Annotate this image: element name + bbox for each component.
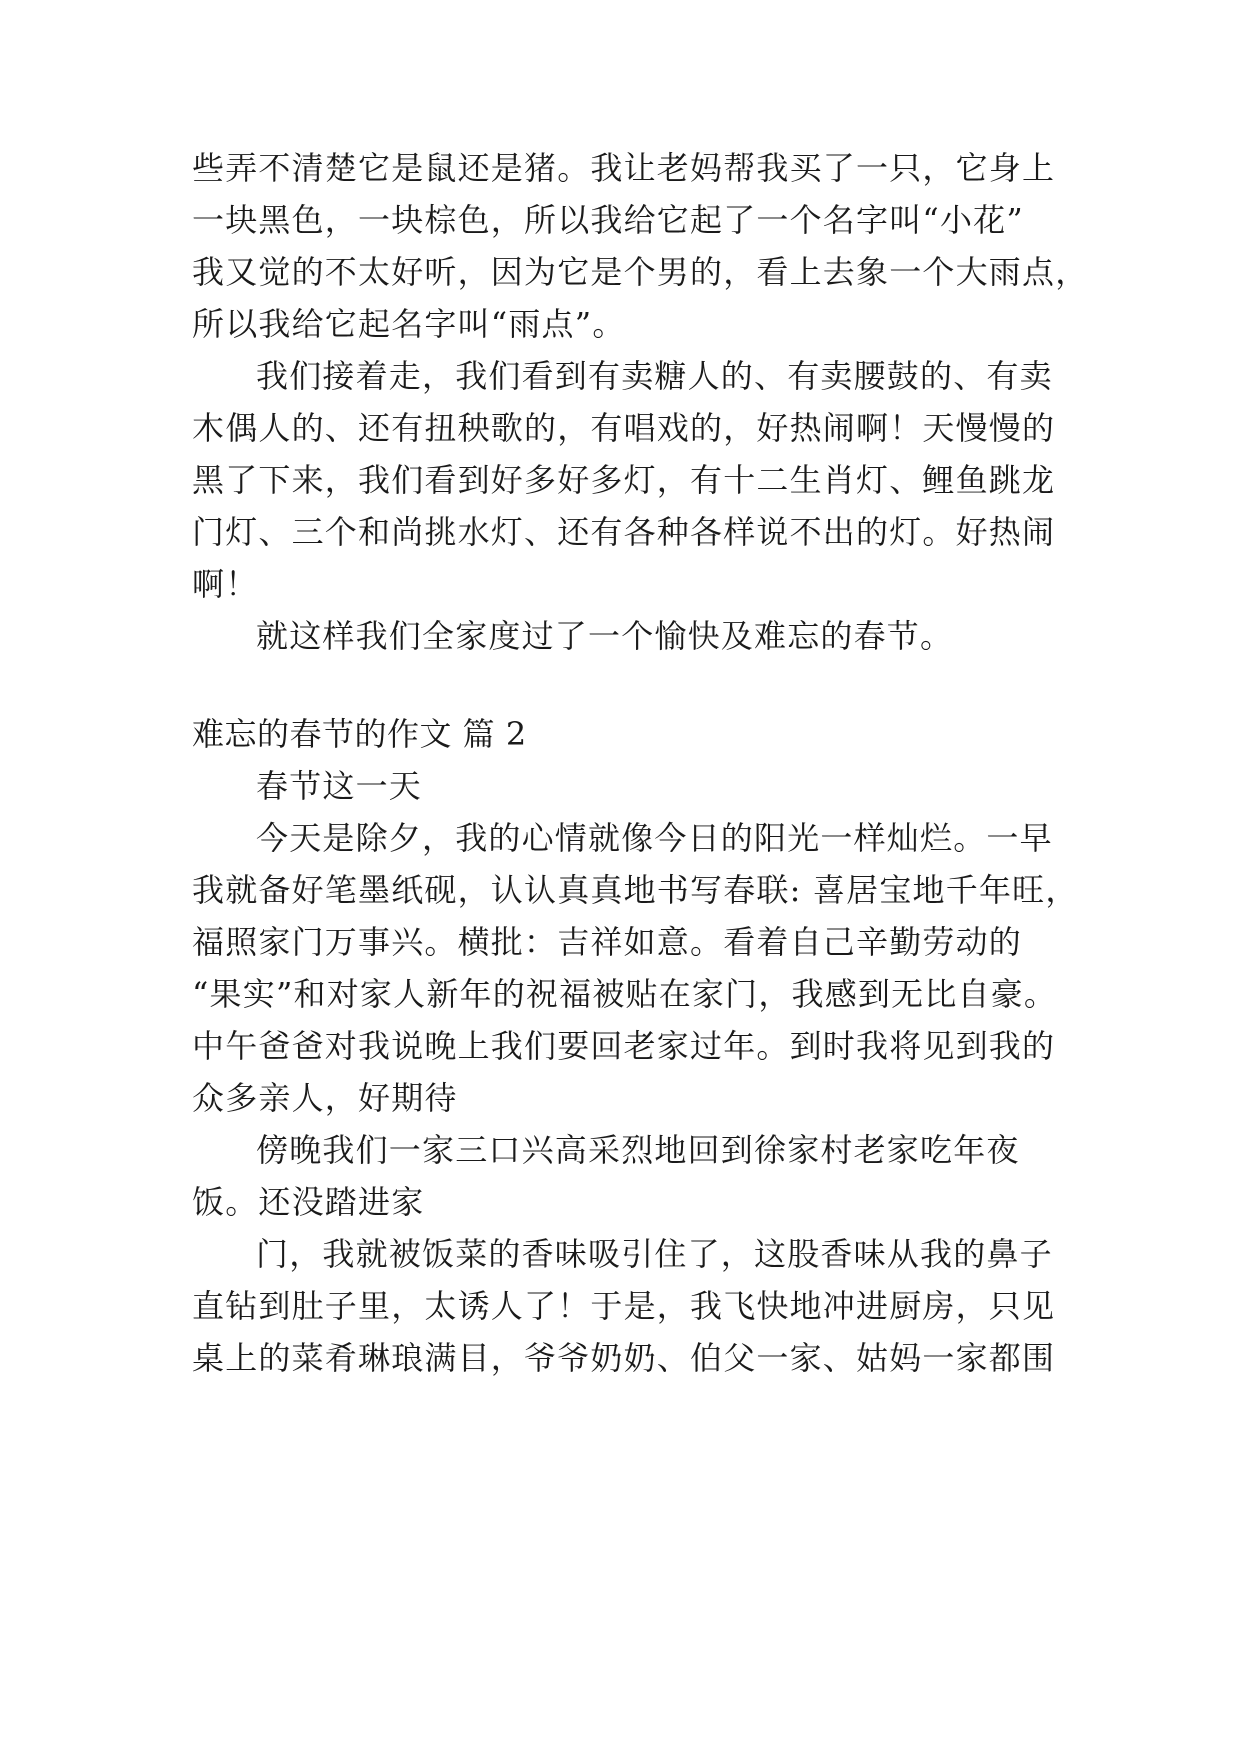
paragraph-line: 门灯、三个和尚挑水灯、还有各种各样说不出的灯。好热闹 xyxy=(192,513,1056,551)
paragraph-line: 门，我就被饭菜的香味吸引住了，这股香味从我的鼻子 xyxy=(256,1235,1053,1273)
paragraph-line: 众多亲人，好期待 xyxy=(192,1079,458,1117)
paragraph-line: 啊！ xyxy=(192,565,259,603)
paragraph-line: 些弄不清楚它是鼠还是猪。我让老妈帮我买了一只，它身上 xyxy=(192,149,1056,187)
paragraph-line: 福照家门万事兴。横批：吉祥如意。看着自己辛勤劳动的 xyxy=(192,923,1023,961)
section-subtitle: 春节这一天 xyxy=(256,767,423,805)
paragraph-line: 傍晚我们一家三口兴高采烈地回到徐家村老家吃年夜 xyxy=(256,1131,1020,1169)
paragraph-line: 中午爸爸对我说晚上我们要回老家过年。到时我将见到我的 xyxy=(192,1027,1056,1065)
paragraph-line: 一块黑色，一块棕色，所以我给它起了一个名字叫“小花” xyxy=(192,201,1024,239)
paragraph-line: 直钻到肚子里，太诱人了！于是，我飞快地冲进厨房，只见 xyxy=(192,1287,1056,1325)
paragraph-line: 黑了下来，我们看到好多好多灯，有十二生肖灯、鲤鱼跳龙 xyxy=(192,461,1056,499)
paragraph-line: “果实”和对家人新年的祝福被贴在家门，我感到无比自豪。 xyxy=(192,975,1058,1013)
paragraph-line: 就这样我们全家度过了一个愉快及难忘的春节。 xyxy=(256,617,954,655)
section-heading: 难忘的春节的作文 篇 2 xyxy=(192,715,527,753)
paragraph-line: 桌上的菜肴琳琅满目，爷爷奶奶、伯父一家、姑妈一家都围 xyxy=(192,1339,1056,1377)
paragraph-line: 木偶人的、还有扭秧歌的，有唱戏的，好热闹啊！天慢慢的 xyxy=(192,409,1056,447)
paragraph-line: 我就备好笔墨纸砚，认认真真地书写春联: 喜居宝地千年旺， xyxy=(192,871,1079,909)
paragraph-line: 我们接着走，我们看到有卖糖人的、有卖腰鼓的、有卖 xyxy=(256,357,1053,395)
paragraph-line: 饭。还没踏进家 xyxy=(192,1183,425,1221)
paragraph-line: 所以我给它起名字叫“雨点”。 xyxy=(192,305,626,343)
paragraph-line: 我又觉的不太好听，因为它是个男的，看上去象一个大雨点， xyxy=(192,253,1089,291)
paragraph-line: 今天是除夕，我的心情就像今日的阳光一样灿烂。一早 xyxy=(256,819,1053,857)
